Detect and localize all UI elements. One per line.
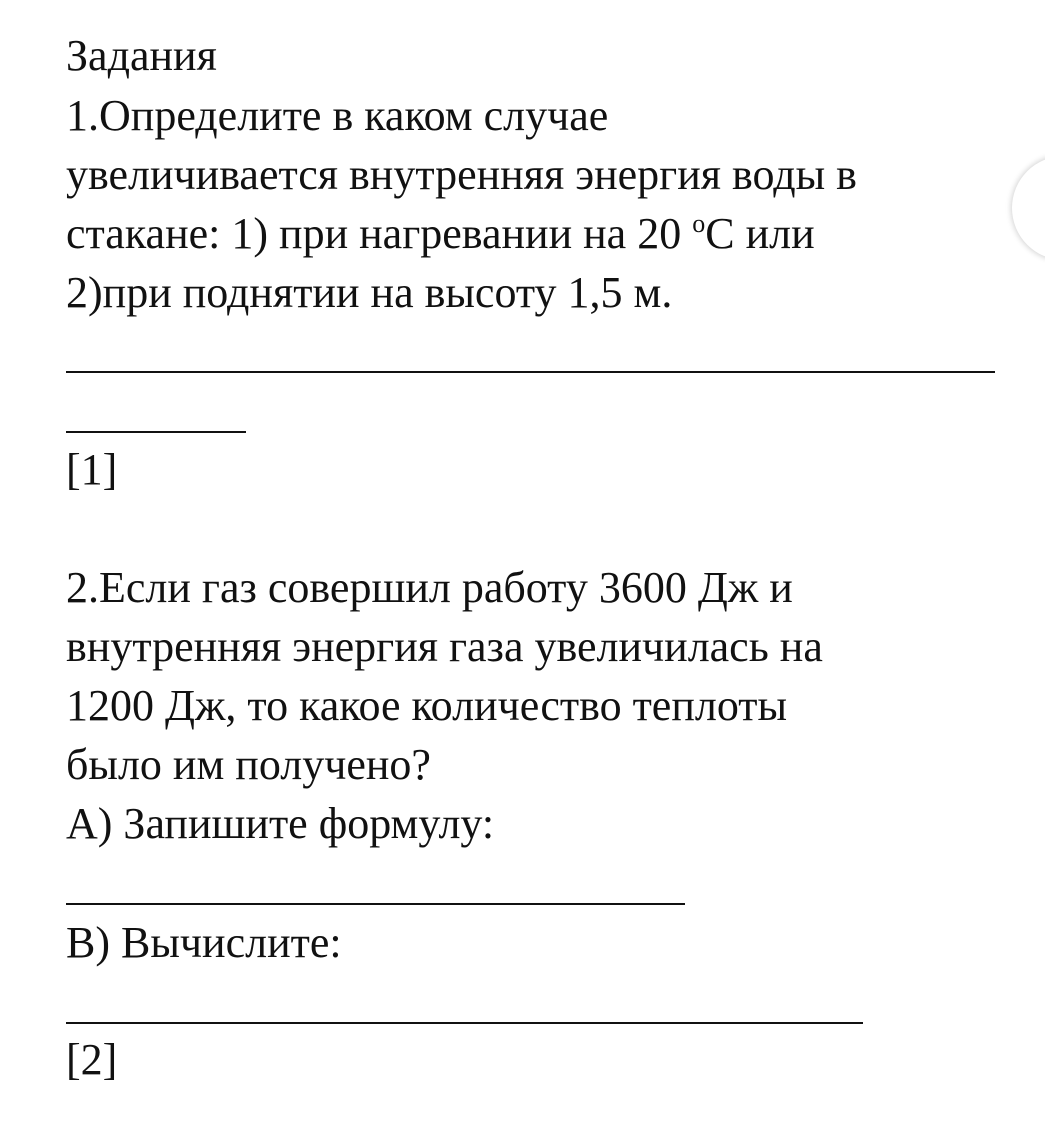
calculation-answer-line [66, 1022, 863, 1024]
task1-answer-line-continued [66, 431, 246, 433]
task1-text-line3 [66, 204, 815, 269]
task1-text-line3-end: С или [705, 209, 815, 258]
task2-text-line3: 1200 Дж, то какое количество теплоты [66, 681, 788, 730]
task2-text-line4: было им получено? [66, 740, 431, 789]
degree-superscript: o [692, 209, 706, 238]
task1-text-line2: увеличивается внутренняя энергия воды в [66, 150, 857, 199]
floating-scroll-button[interactable] [1012, 156, 1045, 260]
task1-text-line3-start: стакане: 1) при нагревании на 20 [66, 209, 693, 258]
task1-text-line1: 1.Определите в каком случае [66, 91, 609, 140]
task2-score: [2] [66, 1035, 118, 1084]
task1-answer-line [66, 371, 995, 373]
task2-part-b-label: В) Вычислите: [66, 918, 342, 967]
task2-text-line1: 2.Если газ совершил работу 3600 Дж и [66, 563, 793, 612]
task2-text-line2: внутренняя энергия газа увеличилась на [66, 622, 823, 671]
task1-text-line4: 2)при поднятии на высоту 1,5 м. [66, 268, 673, 317]
task1-score: [1] [66, 445, 118, 494]
task2-part-a-label: А) Запишите формулу: [66, 799, 495, 848]
formula-answer-line [66, 903, 685, 905]
worksheet-heading: Задания [66, 31, 217, 80]
